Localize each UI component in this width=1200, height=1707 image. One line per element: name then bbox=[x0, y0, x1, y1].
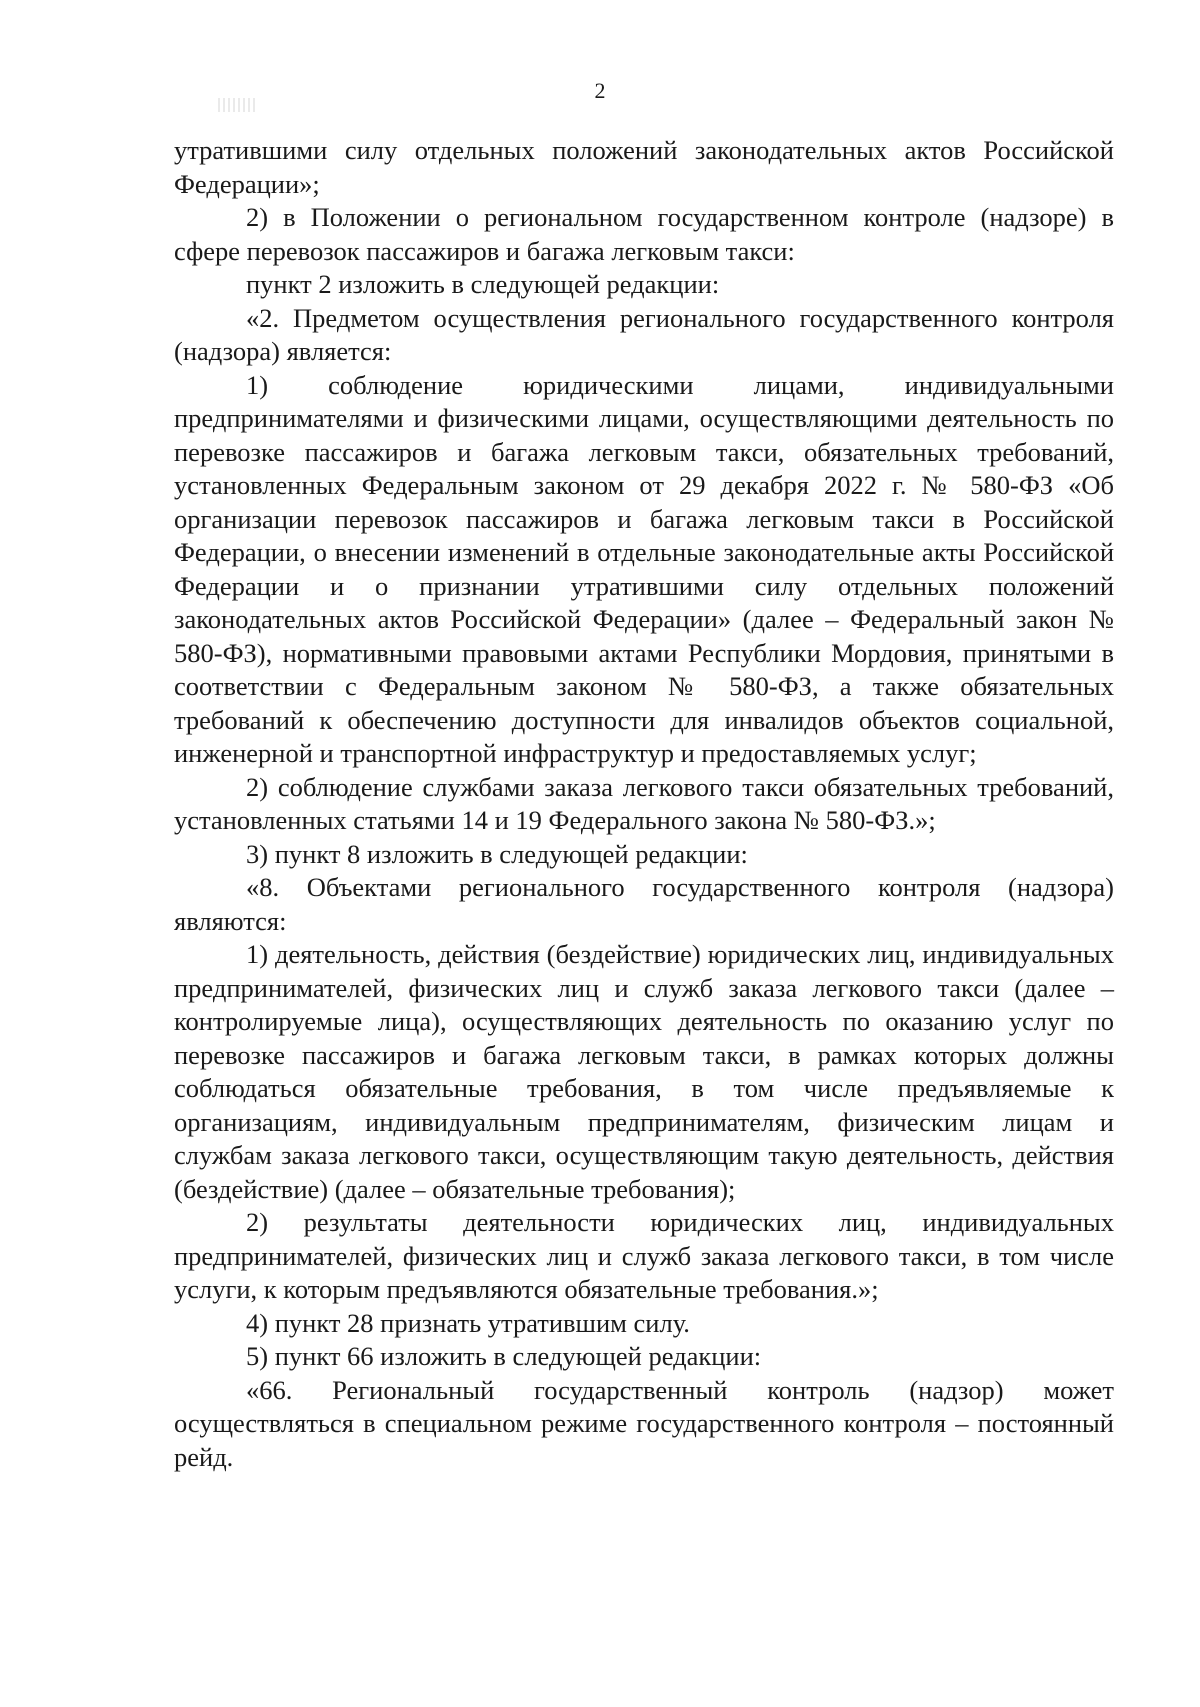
paragraph-item-2: 2) в Положении о региональном государственном контроле (надзоре) в сфере перевозок пассажиров и багажа легковым такси: bbox=[174, 202, 1114, 266]
paragraph-subitem-2: 2) соблюдение службами заказа легкового такси обязательных требований, установленных статьями 14 и 19 Федерального закона № 580-ФЗ.»; bbox=[174, 771, 1114, 835]
paragraph-point-66-text: «66. Региональный государственный контроль (надзор) может осуществляться в специальном режиме государственного контроля – постоянный рейд. bbox=[174, 1374, 1114, 1472]
paragraph-item-3: 3) пункт 8 изложить в следующей редакции: bbox=[246, 838, 748, 869]
paragraph-point-8-text: «8. Объектами регионального государственного контроля (надзора) являются: bbox=[174, 872, 1114, 936]
page-number: 2 bbox=[594, 78, 606, 103]
document-body bbox=[174, 134, 1114, 1474]
paragraph-subitem-1: 1) соблюдение юридическими лицами, индивидуальными предпринимателями и физическими лицами, осуществляющими деятельность по перевозке пассажиров и багажа легковым такси, обязательных требований, установленных Федеральным законом от 29 декабря 2022 г. № 580-ФЗ «Об организации перевозок пассажиров и багажа легковым такси в Российской Федерации, о внесении изменений в отдельные законодательные акты Российской Федерации и о признании утратившими силу отдельных положений законодательных актов Российской Федерации» (далее – Федеральный закон № 580-ФЗ), нормативными правовыми актами Республики Мордовия, принятыми в соответствии с Федеральным законом № 580-ФЗ, а также обязательных требований к обеспечению доступности для инвалидов объектов социальной, инженерной и транспортной инфраструктур и предоставляемых услуг; bbox=[174, 369, 1114, 768]
paragraph-point-2-text: «2. Предметом осуществления регионального государственного контроля (надзора) является: bbox=[174, 302, 1114, 366]
paragraph-item-5: 5) пункт 66 изложить в следующей редакции: bbox=[246, 1341, 762, 1371]
paragraph-objects-subitem-1: 1) деятельность, действия (бездействие) юридических лиц, индивидуальных предпринимателей, физических лиц и служб заказа легкового такси (далее – контролируемые лица), осуществляющих деятельность по оказанию услуг по перевозке пассажиров и багажа легковым такси, в рамках которых должны соблюдаться обязательные требования, в том числе предъявляемые к организациям, индивидуальным предпринимателям, физическим лицам и службам заказа легкового такси, осуществляющим такую деятельность, действия (бездействие) (далее – обязательные требования); bbox=[174, 939, 1114, 1204]
paragraph-item-4: 4) пункт 28 признать утратившим силу. bbox=[246, 1307, 690, 1338]
paragraph-point-2-intro: пункт 2 изложить в следующей редакции: bbox=[246, 269, 720, 299]
paragraph-continuation: утратившими силу отдельных положений законодательных актов Российской Федерации»; bbox=[174, 135, 1114, 199]
paragraph-objects-subitem-2: 2) результаты деятельности юридических лиц, индивидуальных предпринимателей, физических лиц и служб заказа легкового такси, в том числе услуги, к которым предъявляются обязательные требования.»; bbox=[174, 1207, 1114, 1304]
